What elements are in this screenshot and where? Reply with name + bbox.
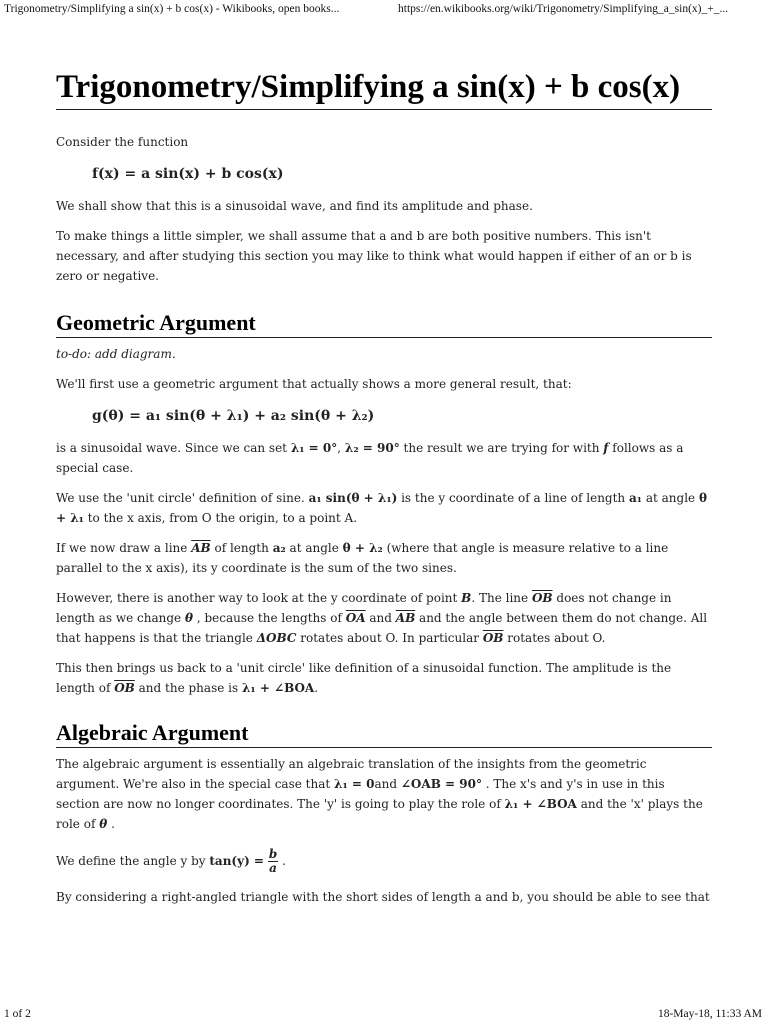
text: and the 'x' plays the role of [56,797,703,831]
page-number: 1 of 2 [4,1008,31,1020]
paragraph-sinusoidal [56,438,712,478]
paragraph-however [56,588,712,648]
math-angle2: θ + λ₂ [342,541,383,555]
text: . [282,854,286,868]
section-heading-geometric: Geometric Argument [56,310,712,338]
math-phase: λ₁ + ∠BOA [241,681,315,695]
text: follows as a special case. [56,441,684,475]
print-footer [0,1008,768,1024]
text: We use the 'unit circle' definition of sine. [56,491,305,505]
math-a1-sin: a₁ sin(θ + λ₁) [308,491,398,505]
math-AB: $\overline{AB}$ [191,541,211,555]
math-lambda1-zero: λ₁ = 0 [334,777,375,791]
math-tan: tan(y) = [209,854,264,868]
text: the result we are trying for with [403,441,600,455]
text: , [337,441,342,455]
paragraph-simpler: To make things a little simpler, we shall assume that a and b are both positive numbers. This isn't necessary, and after studying this section you may like to think what would happen if either of an or b is zero or negative. [56,229,692,283]
text: . The line [471,591,529,605]
text: and [369,611,392,625]
text: We define the angle y by [56,854,206,868]
todo-note: to-do: add diagram. [56,347,176,361]
text: at angle [645,491,696,505]
text: rotates about O. In particular [300,631,479,645]
intro-text: Consider the function [56,135,189,149]
text: The algebraic argument is essentially an algebraic translation of the insights from the geometric argument. We're also in the special case that [56,757,647,791]
formula-f: f(x) = a sin(x) + b cos(x) [92,166,284,182]
math-AB: $\overline{AB}$ [395,611,416,625]
math-lambda2: λ₂ = 90° [344,441,400,455]
text: and the phase is [138,681,239,695]
article-content [56,70,712,917]
text: However, there is another way to look at the y coordinate of point [56,591,458,605]
print-header-url[interactable]: https://en.wikibooks.org/wiki/Trigonometry/Simplifying_a_sin(x)_+_... [398,3,729,15]
text: at angle [289,541,339,555]
text: and [374,777,398,791]
math-angle-oab: ∠OAB = 90° [400,777,482,791]
section-heading-algebraic: Algebraic Argument [56,720,712,748]
text: to the x axis, from O the origin, to a point A. [87,511,358,525]
math-f: f [603,441,609,455]
text: and the angle between them do not change. All that happens is that the triangle [56,611,708,645]
math-OB: $\overline{OB}$ [482,631,504,645]
text: , because the lengths of [196,611,342,625]
print-timestamp: 18-May-18, 11:33 AM [657,1008,762,1020]
paragraph-draw-line [56,538,712,578]
paragraph-algebraic [56,754,712,834]
math-a2: a₂ [272,541,286,555]
formula-g: g(θ) = a₁ sin(θ + λ₁) + a₂ sin(θ + λ₂) [92,408,375,424]
math-OB: $\overline{OB}$ [531,591,553,605]
paragraph-brings-back [56,658,712,698]
text: This then brings us back to a 'unit circle' like definition of a sinusoidal function. The amplitude is the length of [56,661,672,695]
math-theta: θ [99,817,108,831]
fraction-numerator: b [268,847,278,861]
text: of length [214,541,269,555]
text: rotates about O. [507,631,606,645]
math-triangle-obc: ΔOBC [256,631,297,645]
print-header [0,0,768,22]
fraction-denominator: a [269,861,277,875]
math-B: B [461,591,472,605]
fraction-b-over-a [268,848,278,875]
text: . The x's and y's in use in this section are now no longer coordinates. The 'y' is going to play the role of [56,777,665,811]
math-lambda1: λ₁ = 0° [290,441,338,455]
paragraph-define [56,848,712,875]
text: . [111,817,115,831]
math-role: λ₁ + ∠BOA [504,797,577,811]
print-header-title: Trigonometry/Simplifying a sin(x) + b cos(x) - Wikibooks, open books... [4,3,340,15]
math-OB: $\overline{OB}$ [114,681,135,695]
page-title: Trigonometry/Simplifying a sin(x) + b cos(x) [56,70,712,110]
paragraph-first: We'll first use a geometric argument that actually shows a more general result, that: [56,377,572,391]
text: does not change in length as we change [56,591,672,625]
text: . [314,681,319,695]
math-OA: $\overline{OA}$ [345,611,366,625]
math-a1: a₁ [629,491,643,505]
text: is the y coordinate of a line of length [401,491,626,505]
paragraph-right-angle: By considering a right-angled triangle with the short sides of length a and b, you should be able to see that [56,890,710,904]
text: If we now draw a line [56,541,188,555]
math-theta: θ [184,611,193,625]
paragraph-unit-circle [56,488,712,528]
math-angle1: θ + λ₁ [56,491,707,525]
text: (where that angle is measure relative to a line parallel to the x axis), its y coordinate is the sum of the two sines. [56,541,669,575]
text: is a sinusoidal wave. Since we can set [56,441,287,455]
paragraph-show: We shall show that this is a sinusoidal wave, and find its amplitude and phase. [56,199,533,213]
